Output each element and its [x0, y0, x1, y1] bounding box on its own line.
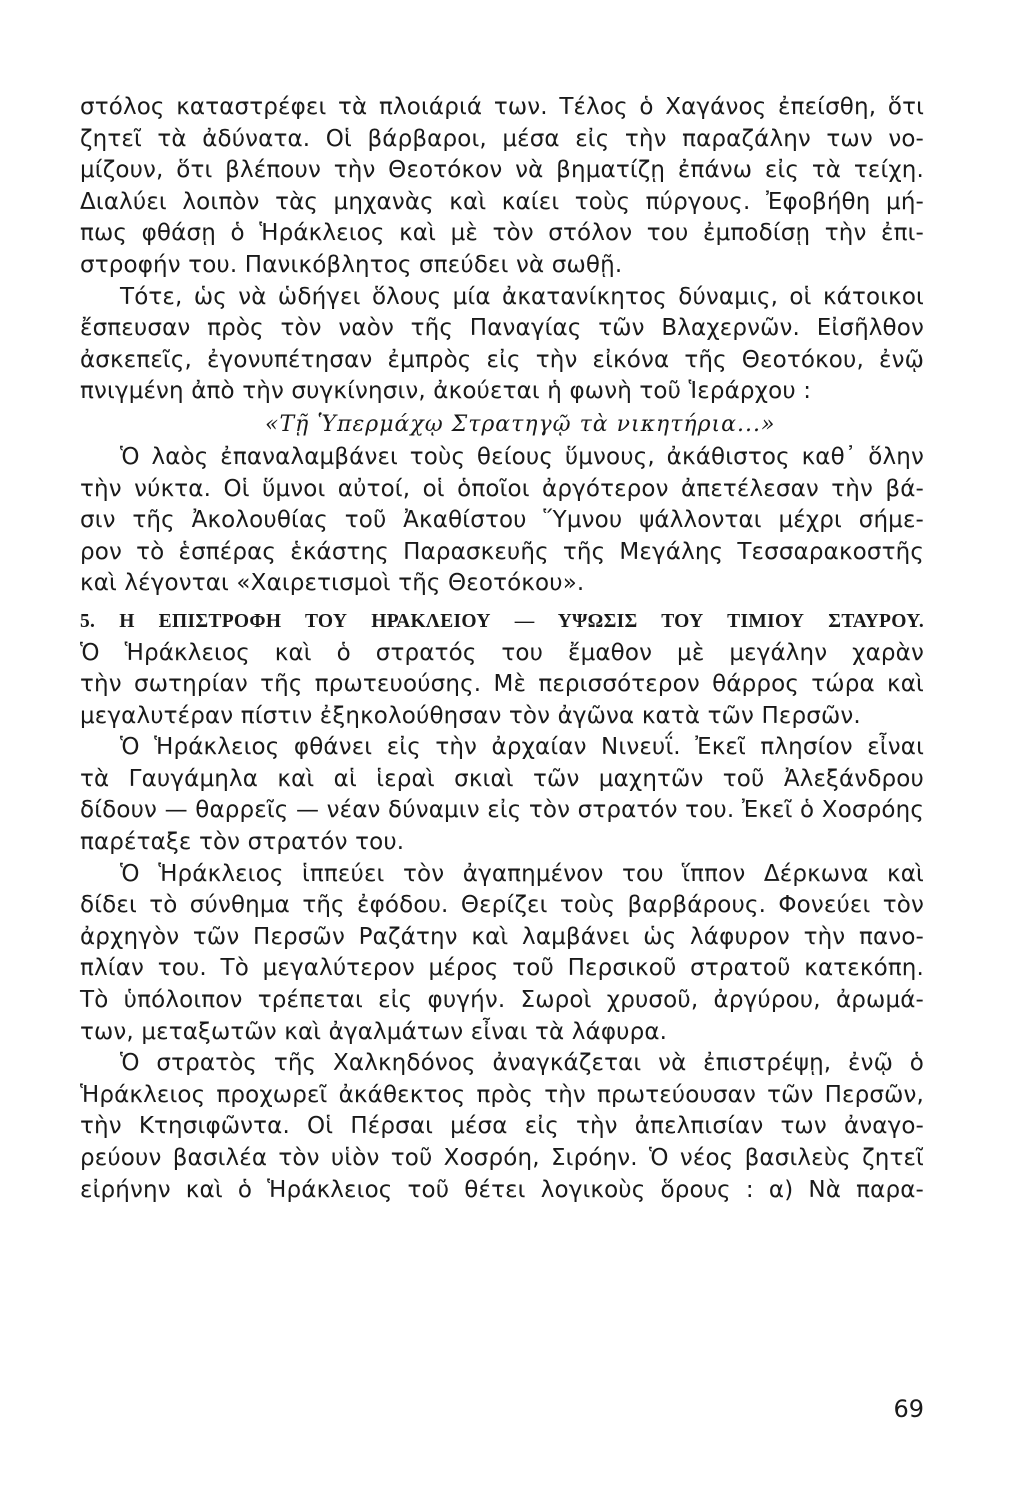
text-line: μεγαλυτέραν πίστιν ἐξηκολούθησαν τὸν ἀγῶνα κατὰ τῶν Περσῶν. — [80, 702, 861, 729]
text-line: Ὁ στρατὸς τῆς Χαλκηδόνος ἀναγκάζεται νὰ ἐπιστρέψῃ, ἐνῷ ὁ — [120, 1050, 924, 1077]
text-line: ἀσκεπεῖς, ἐγονυπέτησαν ἐμπρὸς εἰς τὴν εἰκόνα τῆς Θεοτόκου, ἐνῷ — [80, 346, 924, 373]
text-line: πνιγμένη ἀπὸ τὴν συγκίνησιν, ἀκούεται ἡ φωνὴ τοῦ Ἱεράρχου : — [80, 378, 812, 405]
text-line: Ἡράκλειος προχωρεῖ ἀκάθεκτος πρὸς τὴν πρωτεύουσαν τῶν Περσῶν, — [80, 1081, 924, 1108]
text-line: Διαλύει λοιπὸν τὰς μηχανὰς καὶ καίει τοὺς πύργους. Ἐφοβήθη μή- — [80, 188, 924, 215]
text-line: στροφήν του. Πανικόβλητος σπεύδει νὰ σωθῇ. — [80, 251, 623, 278]
text-line: τὴν νύκτα. Οἱ ὕμνοι αὐτοί, οἱ ὁποῖοι ἀργότερον ἀπετέλεσαν τὴν βά- — [80, 475, 924, 502]
text-line: Τότε, ὡς νὰ ὡδήγει ὅλους μία ἀκατανίκητος δύναμις, οἱ κάτοικοι — [120, 283, 924, 310]
section-heading: 5. Η ΕΠΙΣΤΡΟΦΗ ΤΟΥ ΗΡΑΚΛΕΙΟΥ — ΥΨΩΣΙΣ ΤΟΥ ΤΙΜΙΟΥ ΣΤΑΥΡΟΥ. — [80, 610, 924, 632]
paragraph-2 — [80, 282, 924, 408]
text-line: ἀρχηγὸν τῶν Περσῶν Ραζάτην καὶ λαμβάνει ὡς λάφυρον τὴν πανο- — [80, 923, 924, 950]
text-line: Ὁ λαὸς ἐπαναλαμβάνει τοὺς θείους ὕμνους, ἀκάθιστος καθ᾿ ὅλην — [120, 443, 924, 470]
paragraph-7 — [80, 1048, 924, 1206]
text-line: στόλος καταστρέφει τὰ πλοιάριά των. Τέλος ὁ Χαγάνος ἐπείσθη, ὅτι — [80, 94, 924, 120]
text-line: πως φθάσῃ ὁ Ἡράκλειος καὶ μὲ τὸν στόλον του ἐμποδίσῃ τὴν ἐπι- — [80, 220, 924, 247]
text-line: Τὸ ὑπόλοιπον τρέπεται εἰς φυγήν. Σωροὶ χρυσοῦ, ἀργύρου, ἀρωμά- — [80, 987, 924, 1014]
paragraph-4 — [80, 638, 924, 733]
paragraph-3 — [80, 442, 924, 600]
text-line: εἰρήνην καὶ ὁ Ἡράκλειος τοῦ θέτει λογικοὺς ὅρους : α) Νὰ παρα- — [80, 1176, 924, 1203]
text-line: ἔσπευσαν πρὸς τὸν ναὸν τῆς Παναγίας τῶν Βλαχερνῶν. Εἰσῆλθον — [80, 315, 924, 342]
text-line: ρον τὸ ἑσπέρας ἑκάστης Παρασκευῆς τῆς Μεγάλης Τεσσαρακοστῆς — [80, 538, 924, 565]
text-line: δίδουν — θαρρεῖς — νέαν δύναμιν εἰς τὸν στρατόν του. Ἐκεῖ ὁ Χοσρόης — [80, 797, 924, 824]
text-line: καὶ λέγονται «Χαιρετισμοὶ τῆς Θεοτόκου». — [80, 570, 585, 597]
book-page-text — [80, 92, 924, 1206]
text-line: τὴν Κτησιφῶντα. Οἱ Πέρσαι μέσα εἰς τὴν ἀπελπισίαν των ἀναγο- — [80, 1113, 924, 1140]
text-line: Ὁ Ἡράκλειος ἱππεύει τὸν ἀγαπημένον του ἵππον Δέρκωνα καὶ — [120, 860, 924, 887]
text-line: μίζουν, ὅτι βλέπουν τὴν Θεοτόκον νὰ βηματίζῃ ἐπάνω εἰς τὰ τείχη. — [80, 157, 924, 184]
hymn-quote: «Τῇ Ὑπερμάχῳ Στρατηγῷ τὰ νικητήρια...» — [265, 411, 776, 437]
paragraph-5 — [80, 732, 924, 858]
text-line: ρεύουν βασιλέα τὸν υἱὸν τοῦ Χοσρόη, Σιρόην. Ὁ νέος βασιλεὺς ζητεῖ — [80, 1145, 924, 1171]
text-line: παρέταξε τὸν στρατόν του. — [80, 829, 405, 856]
paragraph-6 — [80, 859, 924, 1049]
text-line: Ὁ Ἡράκλειος καὶ ὁ στρατός του ἔμαθον μὲ μεγάλην χαρὰν — [80, 639, 924, 666]
paragraph-1 — [80, 92, 924, 282]
page-number: 69 — [893, 1395, 924, 1423]
text-line: σιν τῆς Ἀκολουθίας τοῦ Ἀκαθίστου Ὕμνου ψάλλονται μέχρι σήμε- — [80, 507, 924, 534]
text-line: πλίαν του. Τὸ μεγαλύτερον μέρος τοῦ Περσικοῦ στρατοῦ κατεκόπη. — [80, 955, 924, 982]
text-line: των, μεταξωτῶν καὶ ἀγαλμάτων εἶναι τὰ λάφυρα. — [80, 1018, 668, 1045]
text-line: τὰ Γαυγάμηλα καὶ αἱ ἱεραὶ σκιαὶ τῶν μαχητῶν τοῦ Ἀλεξάνδρου — [80, 765, 924, 792]
text-line: Ὁ Ἡράκλειος φθάνει εἰς τὴν ἀρχαίαν Νινευΐ. Ἐκεῖ πλησίον εἶναι — [120, 734, 924, 761]
text-line: τὴν σωτηρίαν τῆς πρωτευούσης. Μὲ περισσότερον θάρρος τώρα καὶ — [80, 671, 924, 698]
text-line: ζητεῖ τὰ ἀδύνατα. Οἱ βάρβαροι, μέσα εἰς τὴν παραζάλην των νο- — [80, 125, 924, 152]
text-line: δίδει τὸ σύνθημα τῆς ἐφόδου. Θερίζει τοὺς βαρβάρους. Φονεύει τὸν — [80, 892, 924, 919]
